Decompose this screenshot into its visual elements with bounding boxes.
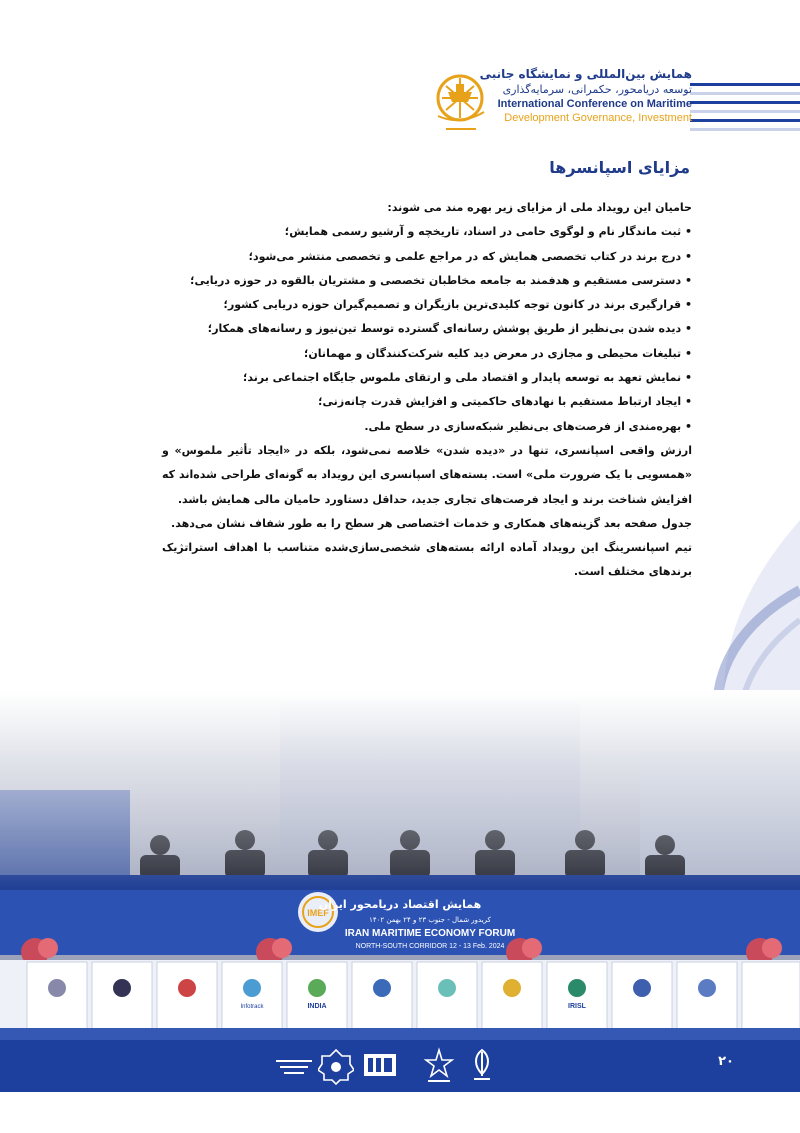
para-emphasis: ایجاد تأثیر ملموس <box>181 443 284 457</box>
benefit-item: • تبلیغات محیطی و مجازی در معرض دید کلیه شرکت‌کنندگان و مهمانان؛ <box>304 346 692 360</box>
sponsor-label: Infotrack <box>240 1004 264 1010</box>
sponsor-boards <box>0 960 800 1040</box>
imef-badge-text: IMEF <box>307 908 329 918</box>
para-text: » است. بسته‌های اسپانسری این رویداد به گونه‌ای طراحی شده‌اند که افزایش شناخت برند و ایجاد فرصت‌های تجاری جدید، حداقل دستاورد حامیان مالی همایش باشد. <box>162 468 692 506</box>
para-text: » خلاصه نمی‌شود، بلکه در « <box>283 443 444 457</box>
ports-organization-logo <box>420 1046 458 1086</box>
photo-illustration <box>0 690 800 1060</box>
para-text: ارزش واقعی اسپانسری، تنها در « <box>498 443 692 457</box>
team-paragraph: تیم اسپانسرینگ این رویداد آماده ارائه بسته‌های شخصی‌سازی‌شده متناسب با اهداف استراتژیک برندهای مختلف است. <box>162 541 692 579</box>
benefit-item: • دیده شدن بی‌نظیر از طریق پوشش رسانه‌ای گسترده توسط تین‌نیوز و رسانه‌های همکار؛ <box>207 322 692 336</box>
sponsor-label: INDIA <box>307 1003 327 1010</box>
footer-bar <box>0 1040 800 1092</box>
banner-title-en: IRAN MARITIME ECONOMY FORUM <box>344 928 516 939</box>
ministry-logo <box>318 1046 354 1086</box>
value-paragraph <box>162 439 692 512</box>
benefit-item: • قرارگیری برند در کانون توجه کلیدی‌ترین بازیگران و تصمیم‌گیران حوزه دریایی کشور؛ <box>223 298 692 312</box>
tinnews-logo <box>360 1046 400 1086</box>
banner-subtitle-en: NORTH-SOUTH CORRIDOR 12 - 13 Feb. 2024 <box>355 943 505 950</box>
benefit-item: • ثبت ماندگار نام و لوگوی حامی در اسناد، تاریخچه و آرشیو رسمی همایش؛ <box>284 225 692 239</box>
content-body <box>162 196 692 585</box>
header-title-en: International Conference on Maritime <box>497 98 692 110</box>
ministry-text-logo <box>272 1046 316 1086</box>
sponsor-label: IRISL <box>568 1003 586 1010</box>
benefit-item: • درج برند در کتاب تخصصی همایش که در مراجع علمی و تخصصی منتشر می‌شود؛ <box>248 249 692 263</box>
header-stripes <box>690 83 800 131</box>
banner-subtitle-fa: کریدور شمال - جنوب ۲۳ و ۲۴ بهمن ۱۴۰۲ <box>369 916 491 924</box>
benefit-item: • ایجاد ارتباط مستقیم با نهادهای حاکمیتی و افزایش قدرت چانه‌زنی؛ <box>318 395 692 409</box>
section-title: مزایای اسپانسرها <box>549 158 690 177</box>
header-subtitle-fa: توسعه دریامحور، حکمرانی، سرمایه‌گذاری <box>502 83 692 96</box>
header-subtitle-en: Development Governance, Investment <box>504 112 692 124</box>
page-number: ۲۰ <box>718 1054 734 1069</box>
intro-text: حامیان این رویداد ملی از مزایای زیر بهره مند می شوند: <box>387 201 692 214</box>
para-emphasis: دیده شدن <box>443 443 499 457</box>
benefit-item: • نمایش تعهد به توسعه پایدار و اقتصاد ملی و ارتقای ملموس جایگاه اجتماعی برند؛ <box>243 371 692 385</box>
para-emphasis: همسویی با یک ضرورت ملی <box>533 468 685 482</box>
banner-title-fa: همایش اقتصاد دریامحور ایران <box>318 898 482 911</box>
table-note-paragraph: جدول صفحه بعد گزینه‌های همکاری و خدمات اختصاصی هر سطح را به طور شفاف نشان می‌دهد. <box>171 516 692 530</box>
iran-emblem-logo <box>462 1046 502 1086</box>
conference-photo <box>0 690 800 1060</box>
conference-header <box>472 66 692 125</box>
benefit-item: • بهره‌مندی از فرصت‌های بی‌نظیر شبکه‌سازی در سطح ملی. <box>364 419 692 433</box>
para-text: » و « <box>162 443 692 482</box>
benefit-item: • دسترسی مستقیم و هدفمند به جامعه مخاطبان تخصصی و مشتریان بالقوه در حوزه دریایی؛ <box>190 273 692 287</box>
header-title-fa: همایش بین‌المللی و نمایشگاه جانبی <box>479 67 692 81</box>
